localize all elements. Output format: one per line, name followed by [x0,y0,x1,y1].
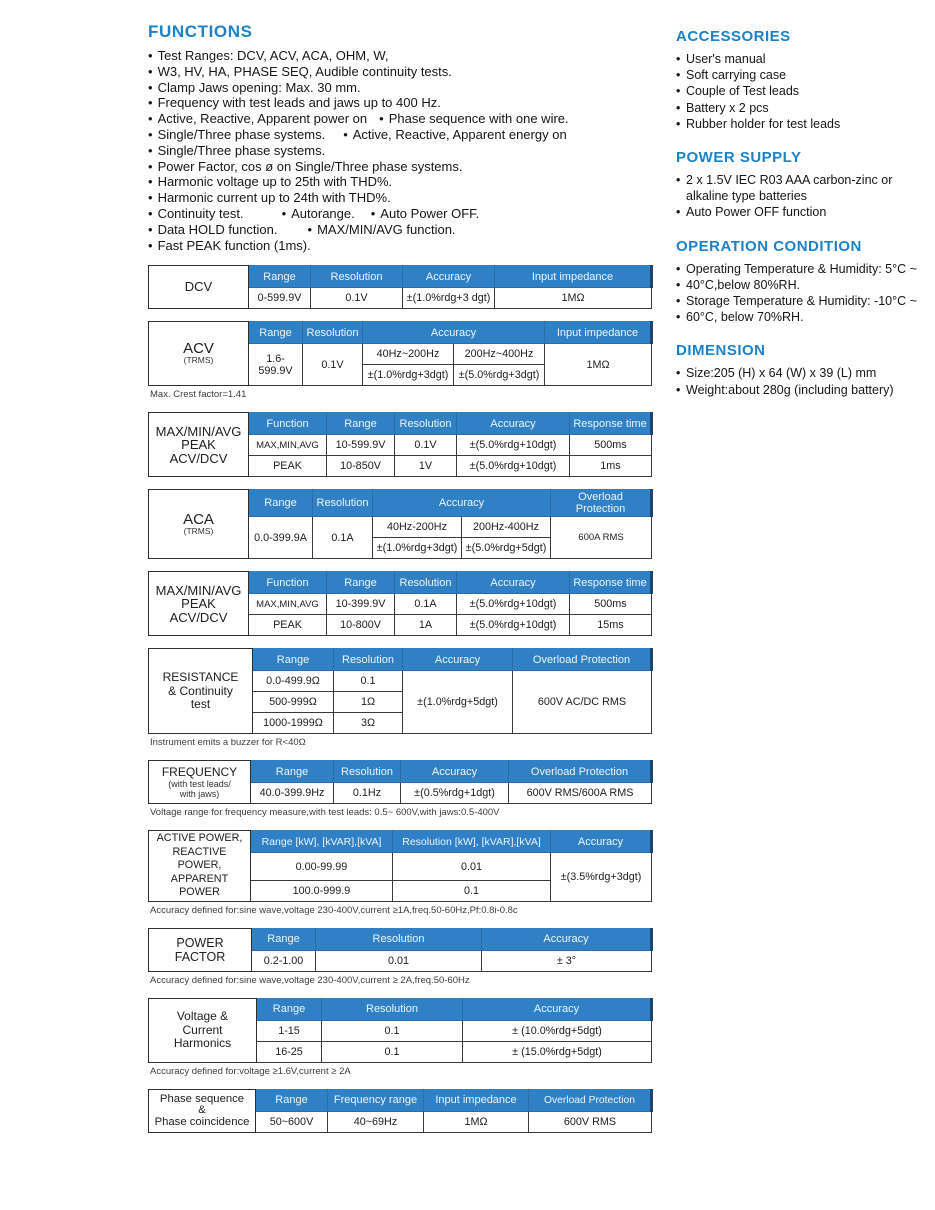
cell: 1-15 [257,1020,322,1041]
cell: 0.1Hz [334,783,401,804]
column-header: Input impedance [545,322,652,344]
table-label: ACTIVE POWER, REACTIVE POWER, APPARENT POWER [149,831,251,902]
functions-line [148,222,651,238]
cell: 16-25 [257,1041,322,1062]
cell: 0.01 [393,853,551,881]
functions-item [148,80,361,96]
functions-item [148,64,452,80]
cell: ±(5.0%rdg+10dgt) [457,456,570,477]
section-operation-condition [676,238,930,326]
cell: ±(1.0%rdg+3dgt) [373,538,462,559]
functions-line [148,143,651,159]
cell: 0.1A [395,594,457,615]
cell: MAX,MIN,AVG [249,435,327,456]
functions-line [148,64,651,80]
functions-item [148,206,244,222]
column-header: Resolution [303,322,363,344]
table-label: RESISTANCE & Continuity test [149,649,253,734]
bullet-icon: • [148,126,153,142]
cell: ±(5.0%rdg+3dgt) [454,365,545,386]
list-item: • 40°C,below 80%RH. [676,277,801,292]
functions-item [148,143,325,159]
functions-item-text: Active, Reactive, Apparent power on [157,111,368,127]
bullet-icon: • [148,111,153,127]
functions-line [148,48,651,64]
column-header: Accuracy [373,490,551,517]
table-acv [148,321,653,386]
cell: 1.6-599.9V [249,344,303,386]
cell: 1MΩ [495,288,652,309]
column-header: Resolution [334,761,401,783]
table-power-factor [148,928,653,972]
bullet-icon: • [148,79,153,95]
functions-item-text: Harmonic voltage up to 25th with THD%. [157,174,393,190]
table-label: ACV (TRMS) [149,322,249,386]
cell: 0-599.9V [249,288,311,309]
table-phase-sequence [148,1089,653,1133]
list-item: • Size:205 (H) x 64 (W) x 39 (L) mm [676,366,877,381]
functions-item [148,48,389,64]
cell: ±(5.0%rdg+10dgt) [457,594,570,615]
column-header: Input impedance [495,266,652,288]
table-maxmin-voltage [148,412,653,477]
bullet-icon: • [148,205,153,221]
cell: 40Hz~200Hz [363,344,454,365]
column-header: Accuracy [457,413,570,435]
section-accessories [676,28,930,132]
functions-heading: FUNCTIONS [148,22,253,41]
table-aca [148,489,653,559]
list-item: • User's manual [676,52,766,66]
column-header: Accuracy [457,572,570,594]
cell: ± 3° [482,950,652,971]
table-label: FREQUENCY (with test leads/ with jaws) [149,761,251,804]
bullet-icon: • [676,261,681,276]
bullet-icon: • [676,173,681,188]
functions-item [148,95,441,111]
column-header: Accuracy [401,761,509,783]
table-note: Max. Crest factor=1.41 [150,389,247,401]
functions-item [148,159,462,175]
functions-item-text: Phase sequence with one wire. [388,111,569,127]
cell: 600V AC/DC RMS [513,671,652,734]
column-header: Range [kW], [kVAR],[kVA] [251,831,393,853]
table-note: Accuracy defined for:voltage ≥1.6V,current ≥ 2A [150,1065,351,1077]
table-frequency [148,760,653,804]
list-item: • 60°C, below 70%RH. [676,310,804,325]
column-header: Range [253,649,334,671]
functions-item-text: W3, HV, HA, PHASE SEQ, Audible continuity tests. [157,63,452,79]
functions-line [148,127,651,143]
bullet-icon: • [148,142,153,158]
column-header: Overload Protection [513,649,652,671]
functions-item-text: Clamp Jaws opening: Max. 30 mm. [157,79,361,95]
list-item: • Storage Temperature & Humidity: -10°C ~ [676,294,917,309]
cell: 1ms [570,456,652,477]
bullet-icon: • [148,221,153,237]
functions-item-text: Autorange. [291,205,355,221]
cell: 1A [395,615,457,636]
cell: 0.0-499.9Ω [253,671,334,692]
table-note: Accuracy defined for:sine wave,voltage 230-400V,current ≥1A,freq.50-60Hz,Pf:0.8i-0.8c [150,904,518,916]
functions-line [148,190,651,206]
cell: 0.1 [334,671,403,692]
accessories-heading: ACCESSORIES [676,28,791,45]
functions-line [148,238,651,254]
bullet-icon: • [148,63,153,79]
cell: 200Hz-400Hz [462,517,551,538]
bullet-icon: • [676,52,681,66]
table-power [148,830,653,902]
bullet-icon: • [676,277,681,292]
column-header: Range [251,761,334,783]
functions-item-text: Single/Three phase systems. [157,126,326,142]
bullet-icon: • [676,205,681,220]
functions-line [148,111,651,127]
column-header: Range [249,322,303,344]
cell: 500ms [570,435,652,456]
table-label: POWER FACTOR [149,928,252,971]
column-header: Range [249,490,313,517]
cell: ±(1.0%rdg+3dgt) [363,365,454,386]
cell: 10-399.9V [327,594,395,615]
table-note: Instrument emits a buzzer for R<40Ω [150,737,306,749]
cell: 0.2-1.00 [252,950,316,971]
cell: ±(5.0%rdg+10dgt) [457,435,570,456]
bullet-icon: • [148,158,153,174]
cell: ±(3.5%rdg+3dgt) [551,853,652,902]
table-maxmin-current [148,571,653,636]
table-label: Voltage & Current Harmonics [149,998,257,1062]
cell: ±(1.0%rdg+5dgt) [403,671,513,734]
functions-item [148,111,367,127]
list-item: • Battery x 2 pcs [676,100,769,115]
list-item: • 2 x 1.5V IEC R03 AAA carbon-zinc or alkaline type batteries [676,173,893,204]
functions-item [308,222,456,238]
column-header: Range [256,1089,328,1111]
section-dimension [676,342,930,397]
cell: 40~69Hz [328,1111,424,1132]
cell: 15ms [570,615,652,636]
cell: 0.1V [395,435,457,456]
cell: 40.0-399.9Hz [251,783,334,804]
column-header: Response time [570,413,652,435]
column-header: Overload Protection [529,1089,652,1111]
cell: ±(5.0%rdg+10dgt) [457,615,570,636]
column-header: Function [249,572,327,594]
functions-item [148,190,391,206]
cell: PEAK [249,615,327,636]
bullet-icon: • [379,111,384,127]
cell: ±(1.0%rdg+3 dgt) [403,288,495,309]
cell: 0.1 [393,880,551,901]
column-header: Range [252,928,316,950]
column-header: Accuracy [463,998,652,1020]
bullet-icon: • [148,190,153,206]
functions-item [343,127,566,143]
functions-line [148,206,651,222]
column-header: Resolution [316,928,482,950]
table-label: ACA (TRMS) [149,490,249,559]
column-header: Response time [570,572,652,594]
functions-item [148,127,325,143]
bullet-icon: • [676,310,681,325]
cell: 0.1 [322,1041,463,1062]
column-header: Accuracy [403,649,513,671]
functions-item-text: Power Factor, cos ø on Single/Three phase systems. [157,158,463,174]
functions-line [148,174,651,190]
table-note: Voltage range for frequency measure,with test leads: 0.5~ 600V,with jaws:0.5-400V [150,807,500,819]
functions-item-text: Active, Reactive, Apparent energy on [352,126,567,142]
functions-list [148,48,651,253]
functions-line [148,95,651,111]
cell: 10-800V [327,615,395,636]
bullet-icon: • [370,205,376,221]
cell: 1000-1999Ω [253,713,334,734]
column-header: Resolution [334,649,403,671]
functions-item-text: Data HOLD function. [157,221,278,237]
functions-item-text: Harmonic current up to 24th with THD%. [157,190,391,206]
table-resistance [148,648,653,734]
cell: 600V RMS [529,1111,652,1132]
functions-item-text: Auto Power OFF. [380,205,480,221]
functions-item-text: Test Ranges: DCV, ACV, ACA, OHM, W, [157,48,389,63]
column-header: Resolution [395,413,457,435]
cell: 500ms [570,594,652,615]
cell: ± (10.0%rdg+5dgt) [463,1020,652,1041]
list-item: • Couple of Test leads [676,84,800,99]
bullet-icon: • [676,100,681,115]
functions-item [282,206,355,222]
operation-condition-heading: OPERATION CONDITION [676,237,862,255]
column-header: Resolution [kW], [kVAR],[kVA] [393,831,551,853]
functions-item-text: Fast PEAK function (1ms). [157,237,311,253]
cell: 0.01 [316,950,482,971]
cell: 200Hz~400Hz [454,344,545,365]
table-label: MAX/MIN/AVG PEAK ACV/DCV [149,572,249,636]
bullet-icon: • [676,68,681,83]
table-label: MAX/MIN/AVG PEAK ACV/DCV [149,413,249,477]
table-dcv [148,265,653,309]
functions-line [148,80,651,96]
column-header: Range [249,266,311,288]
cell: 10-850V [327,456,395,477]
functions-item-text: Continuity test. [157,205,244,221]
functions-item-text: MAX/MIN/AVG function. [317,221,456,237]
cell: 0.00-99.99 [251,853,393,881]
list-item: • Rubber holder for test leads [676,116,841,131]
list-item: • Weight:about 280g (including battery) [676,382,894,397]
bullet-icon: • [148,95,153,111]
table-note: Accuracy defined for:sine wave,voltage 230-400V,current ≥ 2A,freq.50-60Hz [150,974,470,986]
column-header: Range [327,572,395,594]
list-item: • Operating Temperature & Humidity: 5°C ~ [676,261,917,276]
cell: ±(0.5%rdg+1dgt) [401,783,509,804]
bullet-icon: • [676,84,681,99]
column-header: Accuracy [551,831,652,853]
bullet-icon: • [676,294,681,309]
table-label: Phase sequence & Phase coincidence [149,1089,256,1132]
column-header: Function [249,413,327,435]
column-header: Accuracy [363,322,545,344]
cell: ±(5.0%rdg+5dgt) [462,538,551,559]
dimension-heading: DIMENSION [676,342,766,360]
list-item: • Auto Power OFF function [676,205,827,220]
cell: 600A RMS [551,517,652,559]
cell: 50~600V [256,1111,328,1132]
column-header: Resolution [322,998,463,1020]
power-supply-heading: POWER SUPPLY [676,149,802,167]
bullet-icon: • [148,237,153,253]
cell: 0.1V [311,288,403,309]
column-header: Accuracy [482,928,652,950]
bullet-icon: • [676,116,681,131]
cell: 3Ω [334,713,403,734]
bullet-icon: • [148,48,153,63]
sidebar-column [676,28,930,415]
cell: 10-599.9V [327,435,395,456]
functions-item-text: Frequency with test leads and jaws up to 400 Hz. [157,95,441,111]
cell: 1Ω [334,692,403,713]
cell: 1MΩ [424,1111,529,1132]
section-power-supply [676,149,930,221]
column-header: Overload Protection [509,761,652,783]
bullet-icon: • [148,174,153,190]
column-header: Frequency range [328,1089,424,1111]
column-header: Overload Protection [551,490,652,517]
column-header: Accuracy [403,266,495,288]
column-header: Input impedance [424,1089,529,1111]
cell: 1V [395,456,457,477]
main-column [148,22,651,1133]
cell: 500-999Ω [253,692,334,713]
bullet-icon: • [343,126,348,142]
column-header: Range [257,998,322,1020]
list-item: • Soft carrying case [676,68,787,83]
bullet-icon: • [676,366,681,381]
cell: 0.0-399.9A [249,517,313,559]
column-header: Resolution [313,490,373,517]
cell: PEAK [249,456,327,477]
cell: 1MΩ [545,344,652,386]
bullet-icon: • [676,382,681,397]
functions-line [148,159,651,175]
functions-item [148,222,278,238]
column-header: Resolution [395,572,457,594]
cell: 0.1 [322,1020,463,1041]
functions-item [148,174,392,190]
cell: MAX,MIN,AVG [249,594,327,615]
functions-item [371,206,480,222]
functions-item [148,238,311,254]
functions-item [379,111,569,127]
table-label: DCV [149,266,249,309]
cell: 100.0-999.9 [251,880,393,901]
column-header: Range [327,413,395,435]
cell: 600V RMS/600A RMS [509,783,652,804]
cell: 0.1V [303,344,363,386]
bullet-icon: • [307,221,313,237]
bullet-icon: • [281,205,287,221]
cell: 0.1A [313,517,373,559]
functions-item-text: Single/Three phase systems. [157,142,326,158]
table-harmonics [148,998,653,1063]
column-header: Resolution [311,266,403,288]
cell: ± (15.0%rdg+5dgt) [463,1041,652,1062]
cell: 40Hz-200Hz [373,517,462,538]
